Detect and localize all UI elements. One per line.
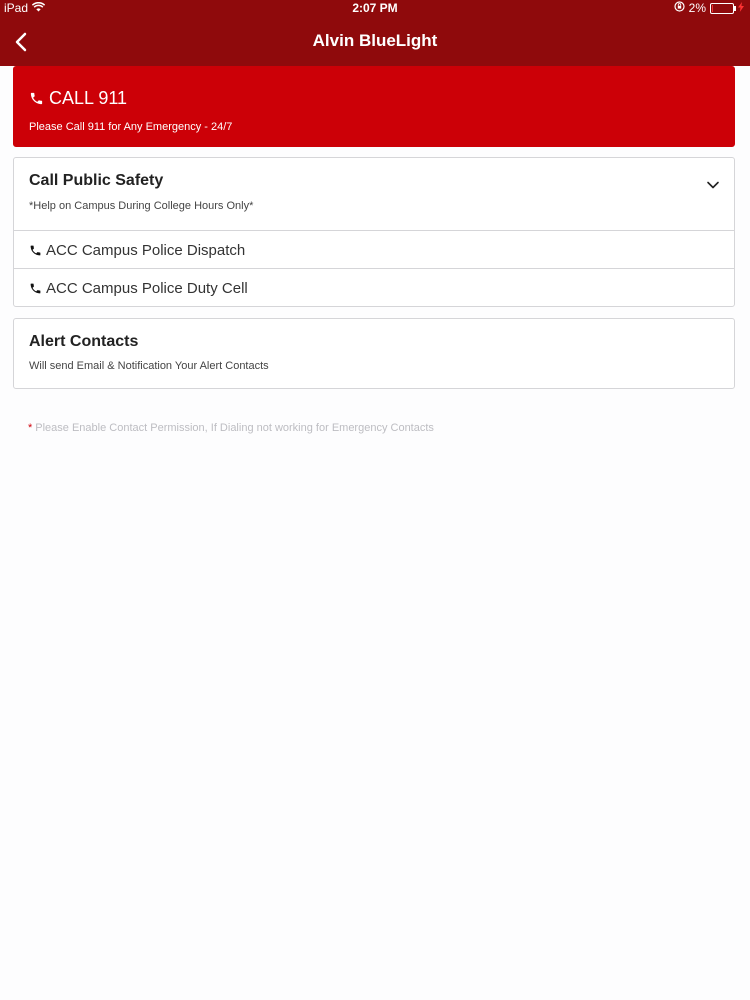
status-time: 2:07 PM (352, 1, 398, 15)
call-911-subtitle: Please Call 911 for Any Emergency - 24/7 (29, 121, 233, 133)
chevron-down-icon[interactable] (706, 178, 720, 192)
public-safety-note: *Help on Campus During College Hours Only* (29, 200, 254, 212)
status-right (674, 1, 744, 15)
battery-icon (710, 3, 734, 14)
header (0, 0, 750, 66)
public-safety-header[interactable] (14, 158, 734, 230)
phone-icon (29, 244, 42, 257)
public-safety-card (13, 157, 735, 307)
alert-contacts-card[interactable] (13, 318, 735, 389)
public-safety-title: Call Public Safety (29, 172, 164, 189)
battery-level (712, 5, 713, 12)
note-asterisk: * (28, 422, 33, 434)
call-911-label-row (29, 88, 127, 109)
alert-contacts-subtitle: Will send Email & Notification Your Alert Contacts (29, 360, 269, 372)
orientation-lock-icon (674, 1, 685, 15)
alert-contacts-title: Alert Contacts (29, 333, 139, 350)
permission-note (28, 422, 434, 434)
phone-icon (29, 91, 44, 106)
battery-percent: 2% (688, 1, 706, 15)
call-911-label: CALL 911 (49, 88, 128, 108)
campus-police-dispatch-item[interactable] (14, 230, 734, 269)
call-911-button[interactable] (13, 66, 735, 147)
charging-icon (738, 1, 744, 15)
page-title: Alvin BlueLight (312, 31, 438, 50)
campus-police-dispatch-label: ACC Campus Police Dispatch (46, 241, 246, 259)
campus-police-duty-cell-label: ACC Campus Police Duty Cell (46, 279, 248, 297)
permission-note-text: Please Enable Contact Permission, If Dialing not working for Emergency Contacts (35, 422, 434, 434)
status-bar (0, 0, 750, 18)
nav-bar (0, 18, 750, 66)
device-name: iPad (4, 1, 29, 15)
campus-police-duty-cell-item[interactable] (14, 268, 734, 307)
phone-icon (29, 282, 42, 295)
